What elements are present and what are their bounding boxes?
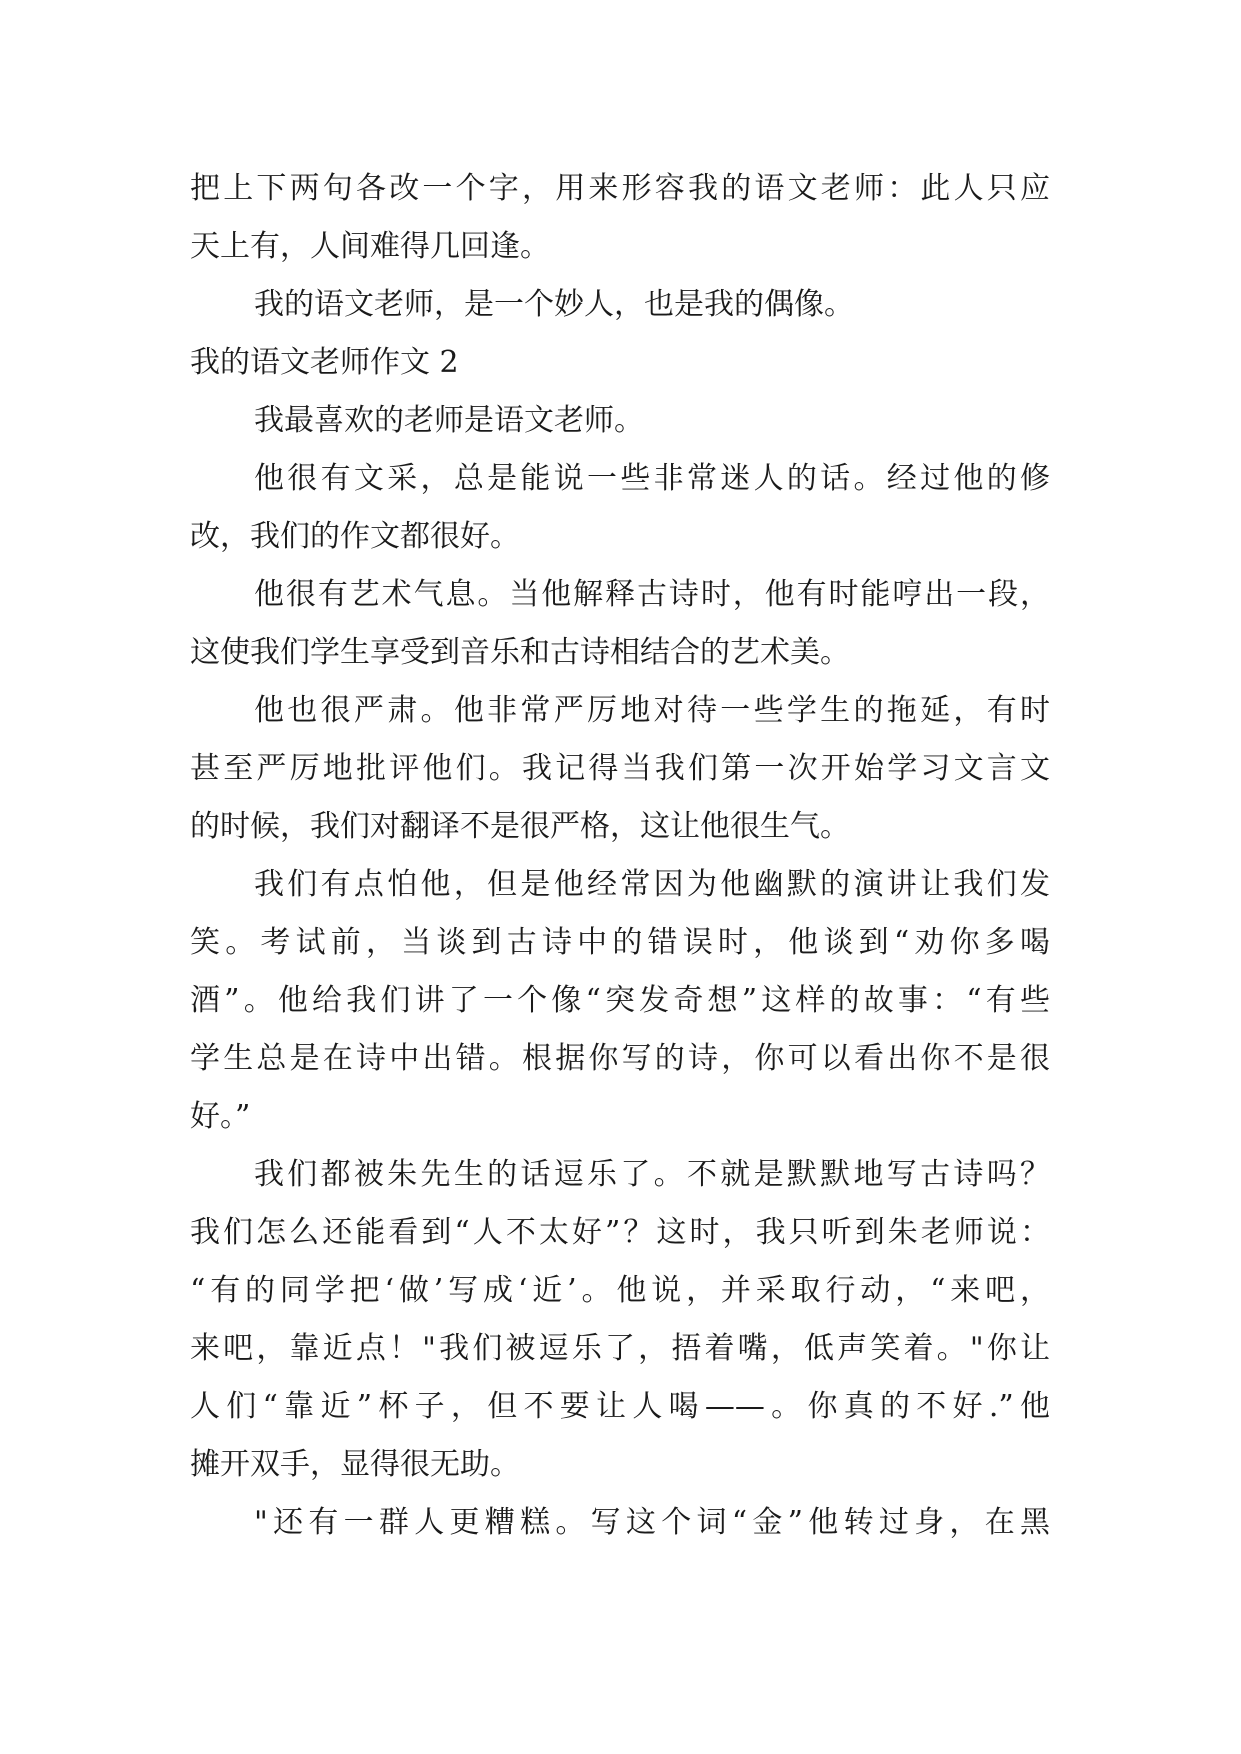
text-line: 我的语文老师作文 2 [190, 345, 459, 380]
text-line: 改，我们的作文都很好。 [190, 519, 520, 554]
text-line: 我的语文老师，是一个妙人，也是我的偶像。 [254, 287, 854, 322]
text-line: "还有一群人更糟糕。写这个词“金”他转过身，在黑 [254, 1505, 1050, 1540]
text-line: 甚至严厉地批评他们。我记得当我们第一次开始学习文言文 [190, 751, 1050, 786]
text-line: 好。” [190, 1099, 251, 1134]
text-line: 我最喜欢的老师是语文老师。 [254, 403, 644, 438]
text-line: 学生总是在诗中出错。根据你写的诗，你可以看出你不是很 [190, 1041, 1050, 1076]
text-line: 他很有艺术气息。当他解释古诗时，他有时能哼出一段， [254, 577, 1050, 612]
text-line: 他也很严肃。他非常严厉地对待一些学生的拖延，有时 [254, 693, 1050, 728]
text-line: 天上有，人间难得几回逢。 [190, 229, 550, 264]
text-line: 来吧，靠近点！"我们被逗乐了，捂着嘴，低声笑着。"你让 [190, 1331, 1050, 1366]
document-body [190, 160, 1050, 1552]
text-line: 我们都被朱先生的话逗乐了。不就是默默地写古诗吗？ [254, 1157, 1050, 1192]
text-line: 笑。考试前，当谈到古诗中的错误时，他谈到“劝你多喝 [190, 925, 1050, 960]
text-line: 酒”。他给我们讲了一个像“突发奇想”这样的故事：“有些 [190, 983, 1050, 1018]
text-line: 人们“靠近”杯子，但不要让人喝——。你真的不好.”他 [190, 1389, 1050, 1424]
text-line: 我们怎么还能看到“人不太好”？这时，我只听到朱老师说： [190, 1215, 1050, 1250]
text-line: 的时候，我们对翻译不是很严格，这让他很生气。 [190, 809, 850, 844]
text-line: 他很有文采，总是能说一些非常迷人的话。经过他的修 [254, 461, 1050, 496]
text-line: 摊开双手，显得很无助。 [190, 1447, 520, 1482]
text-line: “有的同学把‘做’写成‘近’。他说，并采取行动，“来吧， [190, 1273, 1050, 1308]
text-line: 我们有点怕他，但是他经常因为他幽默的演讲让我们发 [254, 867, 1050, 902]
text-line: 这使我们学生享受到音乐和古诗相结合的艺术美。 [190, 635, 850, 670]
text-line: 把上下两句各改一个字，用来形容我的语文老师：此人只应 [190, 171, 1050, 206]
